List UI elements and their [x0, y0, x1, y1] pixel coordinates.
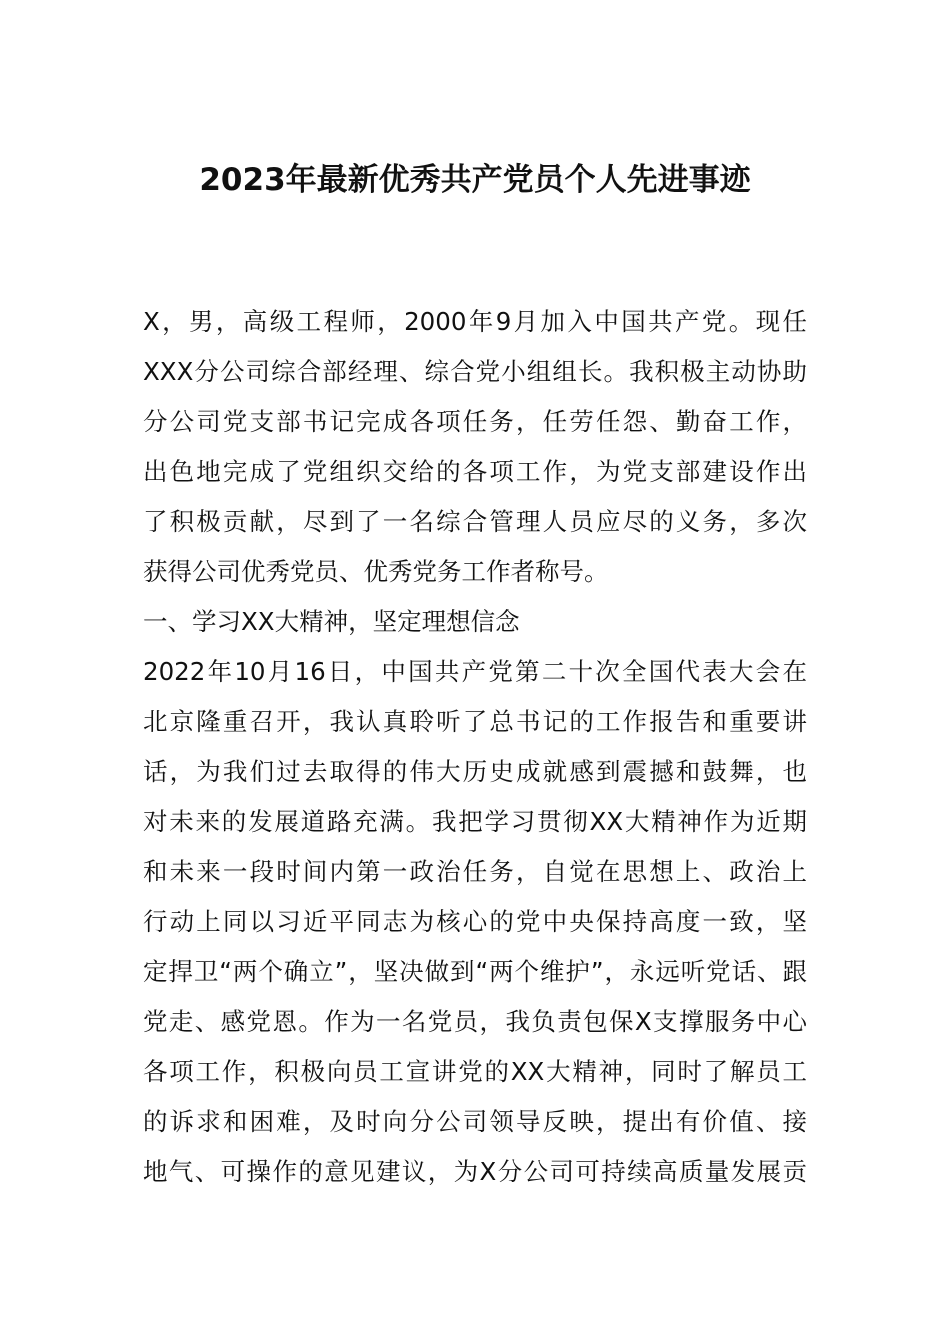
body-line: 分公司党支部书记完成各项任务，任劳任怨、勤奋工作， [143, 407, 807, 436]
document-body [143, 297, 807, 1197]
document-title: 2023年最新优秀共产党员个人先进事迹 [199, 162, 751, 198]
body-line: 和未来一段时间内第一政治任务，自觉在思想上、政治上 [143, 857, 807, 886]
body-line: 了积极贡献，尽到了一名综合管理人员应尽的义务，多次 [143, 507, 807, 536]
body-line: 地气、可操作的意见建议，为X分公司可持续高质量发展贡 [143, 1157, 807, 1186]
body-line: 获得公司优秀党员、优秀党务工作者称号。 [143, 557, 609, 586]
body-line: 各项工作，积极向员工宣讲党的XX大精神，同时了解员工 [143, 1057, 807, 1086]
body-line: 出色地完成了党组织交给的各项工作，为党支部建设作出 [143, 457, 807, 486]
body-line: 对未来的发展道路充满。我把学习贯彻XX大精神作为近期 [143, 807, 807, 836]
body-line: 定捍卫“两个确立”，坚决做到“两个维护”，永远听党话、跟 [143, 957, 807, 986]
body-line: 2022年10月16日，中国共产党第二十次全国代表大会在 [143, 657, 807, 686]
body-line: XXX分公司综合部经理、综合党小组组长。我积极主动协助 [143, 357, 807, 386]
body-line: X，男，高级工程师，2000年9月加入中国共产党。现任 [143, 307, 807, 336]
body-line: 行动上同以习近平同志为核心的党中央保持高度一致，坚 [143, 907, 807, 936]
body-line: 北京隆重召开，我认真聆听了总书记的工作报告和重要讲 [143, 707, 807, 736]
body-line: 党走、感党恩。作为一名党员，我负责包保X支撑服务中心 [143, 1007, 807, 1036]
body-line: 的诉求和困难，及时向分公司领导反映，提出有价值、接 [143, 1107, 807, 1136]
body-line: 话，为我们过去取得的伟大历史成就感到震撼和鼓舞，也 [143, 757, 807, 786]
section-heading: 一、学习XX大精神，坚定理想信念 [143, 607, 520, 636]
